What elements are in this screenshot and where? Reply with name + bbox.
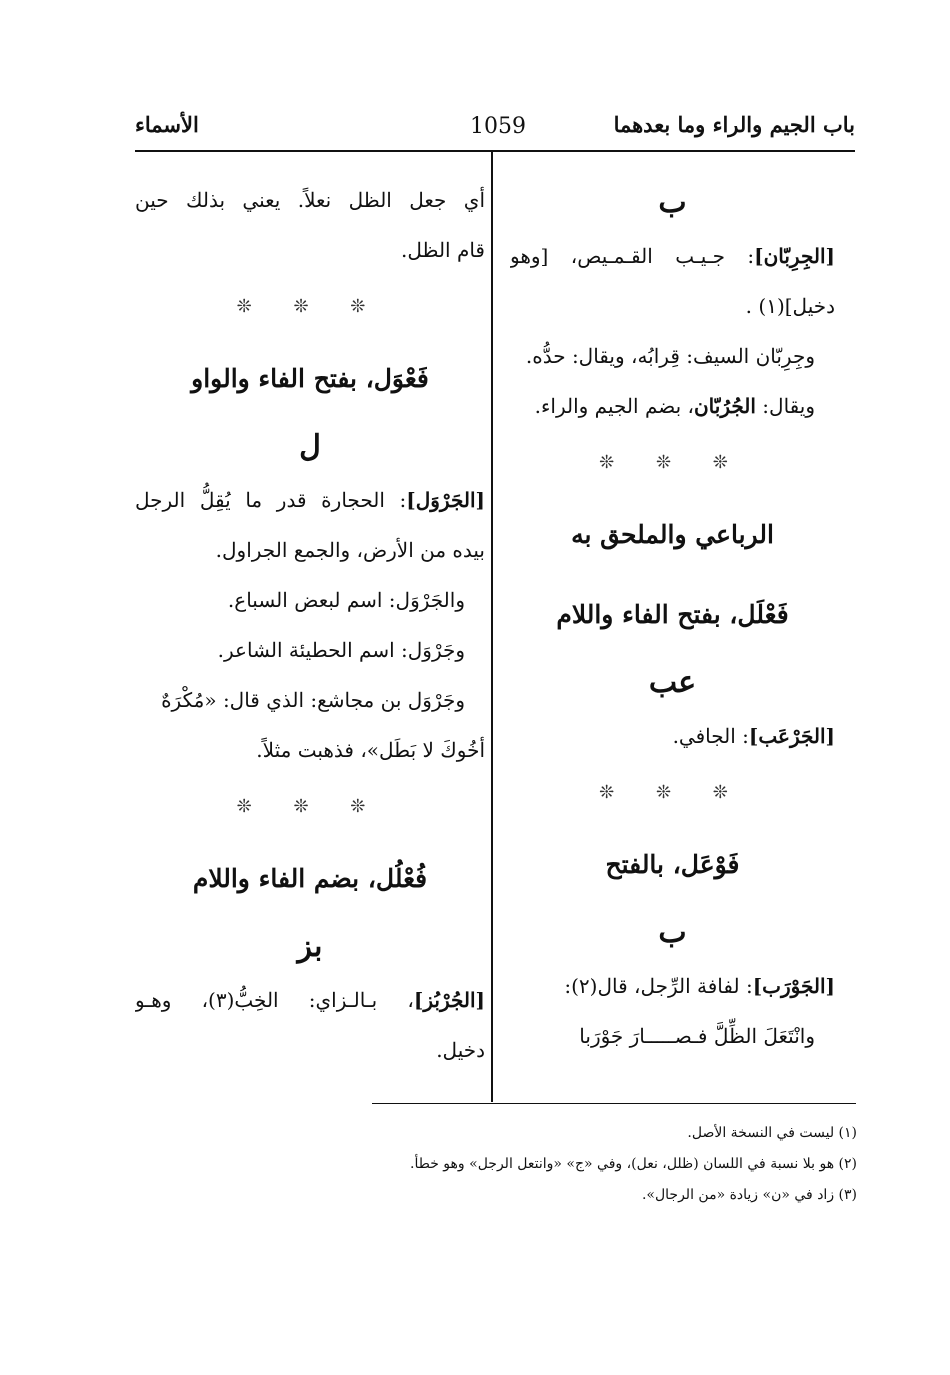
section-separator: ❊ ❊ ❊: [236, 796, 384, 817]
section-separator: ❊ ❊ ❊: [599, 452, 746, 473]
root-letter-heading: ب: [658, 915, 687, 950]
footnote-1: (١) ليست في النسخة الأصل.: [687, 1125, 857, 1141]
root-letter-heading: ب: [658, 185, 687, 220]
entry-text: ، بضم الجيم والراء.: [534, 394, 694, 418]
entry-text: ، بـالـزاي: الخِبُّ(٣)، وهـو: [135, 988, 414, 1012]
entry-text: : الجافي.: [672, 724, 749, 748]
entry-jirban-line1: [510, 231, 835, 281]
entry-term: [الجِرِبّان]: [754, 244, 835, 268]
entry-jawrab: [510, 961, 835, 1011]
column-divider: [491, 152, 493, 1102]
section-separator: ❊ ❊ ❊: [599, 782, 746, 803]
pattern-heading: فَعْلَل، بفتح الفاء واللام: [556, 600, 789, 629]
entry-term: [الجُرْبُز]: [413, 988, 485, 1012]
footnote-3: (٣) زاد في «ن» زيادة «من الرجال».: [641, 1187, 857, 1203]
page-header: [135, 112, 855, 150]
pattern-heading: فَعْوَل، بفتح الفاء والواو: [191, 364, 429, 393]
entry-term: [الجَرْعَب]: [748, 724, 835, 748]
right-column: [510, 175, 835, 1061]
verse-line: وانْتَعَلَ الظِّلَّ فـصـــــارَ جَوْرَبا: [579, 1024, 815, 1048]
entry-text: : لفافة الرِّجل، قال(٢):: [564, 974, 753, 998]
continuation-line1: أي جعل الظل نعلاً. يعني بذلك حين: [135, 188, 485, 212]
left-column: [135, 175, 485, 1075]
entry-term: [الجَرْوَل]: [406, 488, 485, 512]
entry-jarwal-hutaya: وجَرْوَل: اسم الحطيئة الشاعر.: [217, 638, 465, 662]
header-rule: [135, 150, 855, 152]
footnote-rule: [372, 1103, 856, 1104]
root-letter-heading: بز: [297, 929, 323, 964]
pattern-heading: فَوْعَل، بالفتح: [605, 850, 740, 879]
entry-text: ويقال:: [755, 394, 815, 418]
entry-jarwal-mujashi-1: وجَرْوَل بن مجاشع: الذي قال: «مُكْرَهٌ: [161, 688, 465, 712]
entry-jarwal-line1: [135, 475, 485, 525]
entry-jarwal-beast: والجَرْوَل: اسم لبعض السباع.: [227, 588, 465, 612]
entry-jirban-sword: وجِرِبّان السيف: قِرابُه، ويقال: حدُّه.: [525, 344, 815, 368]
entry-jirban-line2: دخيل](١) .: [745, 294, 835, 318]
footnote-2: (٢) هو بلا نسبة في اللسان (ظلل، نعل)، وفي «ج» «وانتعل الرجل» وهو خطأ.: [410, 1156, 857, 1172]
entry-text: : الحجارة قدر ما يُقِلُّ الرجل: [135, 488, 407, 512]
entry-jurbuz-line1: [135, 975, 485, 1025]
root-letter-heading: ل: [299, 429, 321, 464]
footnotes: [317, 1118, 857, 1211]
section-separator: ❊ ❊ ❊: [236, 296, 384, 317]
section-heading: الرباعي والملحق به: [571, 520, 774, 549]
continuation-line2: قام الظل.: [401, 238, 485, 262]
root-letter-heading: عب: [648, 665, 697, 700]
entry-term: الجُرُبّان: [693, 394, 756, 418]
entry-jarwal-line2: بيده من الأرض، والجمع الجراول.: [215, 538, 485, 562]
entry-jaab: [510, 711, 835, 761]
pattern-heading: فُعْلُل، بضم الفاء واللام: [192, 864, 428, 893]
chapter-title: باب الجيم والراء وما بعدهما: [613, 112, 855, 137]
entry-jurubban: [510, 381, 835, 431]
entry-text: : جـيـب القـمـيص، [وهو: [510, 244, 755, 268]
entry-jarwal-mujashi-2: أخُوكَ لا بَطَل»، فذهبت مثلاً.: [256, 738, 485, 762]
entry-jurbuz-line2: دخيل.: [436, 1038, 485, 1062]
page-number: 1059: [470, 114, 526, 139]
section-title: الأسماء: [135, 112, 199, 137]
entry-term: [الجَوْرَب]: [752, 974, 835, 998]
